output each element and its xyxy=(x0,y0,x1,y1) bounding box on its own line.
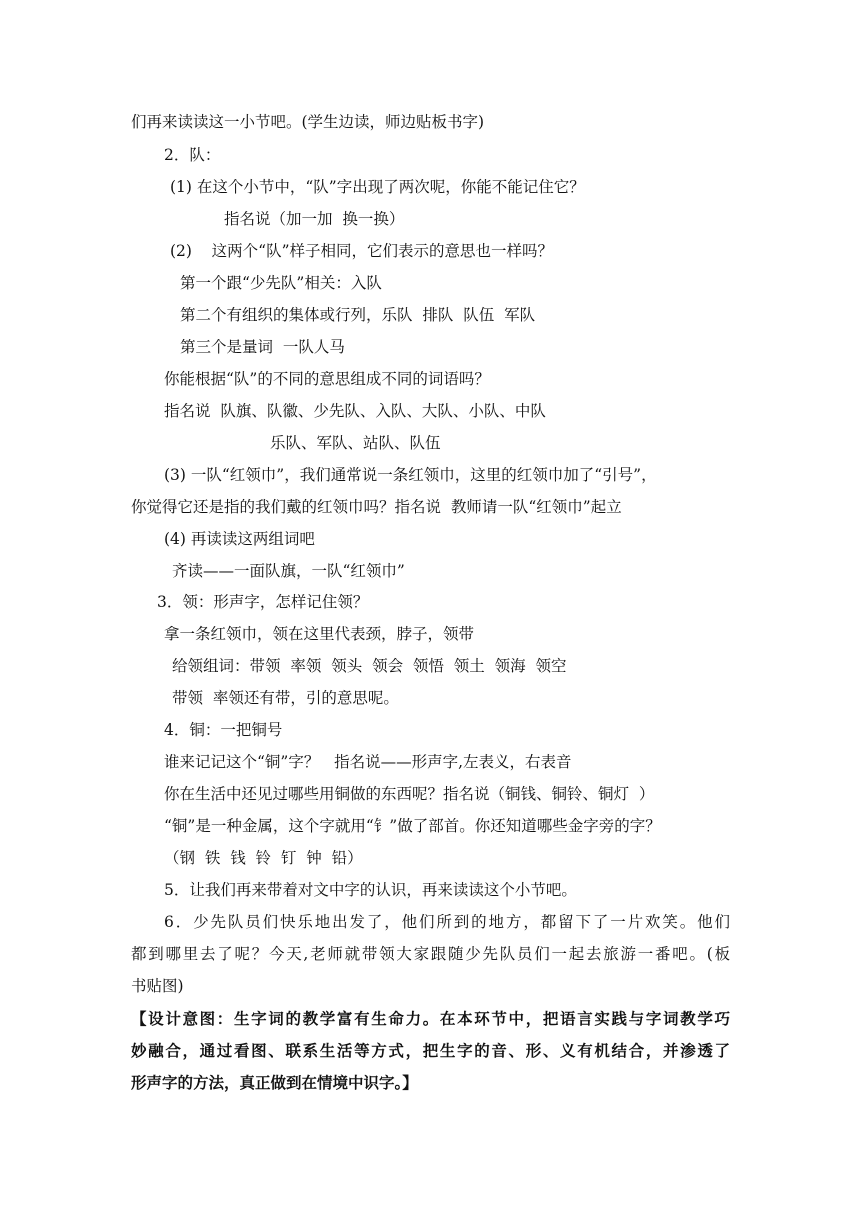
design-intent-line-1: 【设计意图：生字词的教学富有生命力。在本环节中，把语言实践与字词教学巧 xyxy=(131,1009,730,1028)
text-line-3: (1) 在这个小节中，“队”字出现了两次呢，你能不能记住它？ xyxy=(170,178,585,196)
text-line-6: 第一个跟“少先队”相关：入队 xyxy=(180,274,382,292)
text-line-7: 第二个有组织的集体或行列，乐队 排队 队伍 军队 xyxy=(180,306,536,324)
section-heading-5: 5．让我们再来带着对文中字的认识，再来读读这个小节吧。 xyxy=(164,881,577,899)
text-line-13: 你觉得它还是指的我们戴的红领巾吗？指名说 教师请一队“红领巾”起立 xyxy=(131,498,622,516)
text-line-19: 带领 率领还有带，引的意思呢。 xyxy=(172,689,399,707)
text-line-18: 给领组词：带领 率领 领头 领会 领悟 领土 领海 领空 xyxy=(172,657,567,675)
text-line-14: (4) 再读读这两组词吧 xyxy=(164,530,315,548)
design-intent-line-3: 形声字的方法，真正做到在情境中识字。】 xyxy=(131,1073,418,1092)
text-line-23: “铜”是一种金属，这个字就用“钅”做了部首。你还知道哪些金字旁的字？ xyxy=(164,817,661,835)
text-line-10: 指名说 队旗、队徽、少先队、入队、大队、小队、中队 xyxy=(164,402,546,420)
text-line-27: 都到哪里去了呢？今天,老师就带领大家跟随少先队员们一起去旅游一番吧。(板 xyxy=(131,945,730,963)
text-line-17: 拿一条红领巾，领在这里代表颈，脖子，领带 xyxy=(164,625,475,643)
design-intent-line-2: 妙融合，通过看图、联系生活等方式，把生字的音、形、义有机结合，并渗透了 xyxy=(131,1041,730,1060)
section-heading-4: 4．铜：一把铜号 xyxy=(164,721,283,739)
text-line-4: 指名说（加一加 换一换） xyxy=(224,210,405,228)
text-line-26: 6．少先队员们快乐地出发了，他们所到的地方，都留下了一片欢笑。他们 xyxy=(164,913,730,931)
text-line-11: 乐队、军队、站队、队伍 xyxy=(270,434,441,452)
text-line-15: 齐读——一面队旗，一队“红领巾” xyxy=(172,562,405,580)
text-line-9: 你能根据“队”的不同的意思组成不同的词语吗？ xyxy=(164,370,490,388)
text-line-24: （钢 铁 钱 铃 钉 钟 铅） xyxy=(164,849,363,867)
section-heading-2: 2．队： xyxy=(164,146,221,164)
text-line-28: 书贴图) xyxy=(131,977,184,995)
text-line-12: (3) 一队“红领巾”，我们通常说一条红领巾，这里的红领巾加了“引号”， xyxy=(164,466,657,484)
section-heading-3: 3．领：形声字，怎样记住领？ xyxy=(157,593,369,611)
text-line-22: 你在生活中还见过哪些用铜做的东西呢？指名说（铜钱、铜铃、铜灯 ） xyxy=(164,785,655,803)
text-line-5: (2) 这两个“队”样子相同，它们表示的意思也一样吗？ xyxy=(170,242,554,260)
text-line-1: 们再来读读这一小节吧。(学生边读，师边贴板书字) xyxy=(131,113,485,131)
text-line-8: 第三个是量词 一队人马 xyxy=(180,338,345,356)
text-line-21: 谁来记记这个“铜”字？ 指名说——形声字,左表义，右表音 xyxy=(164,753,572,771)
